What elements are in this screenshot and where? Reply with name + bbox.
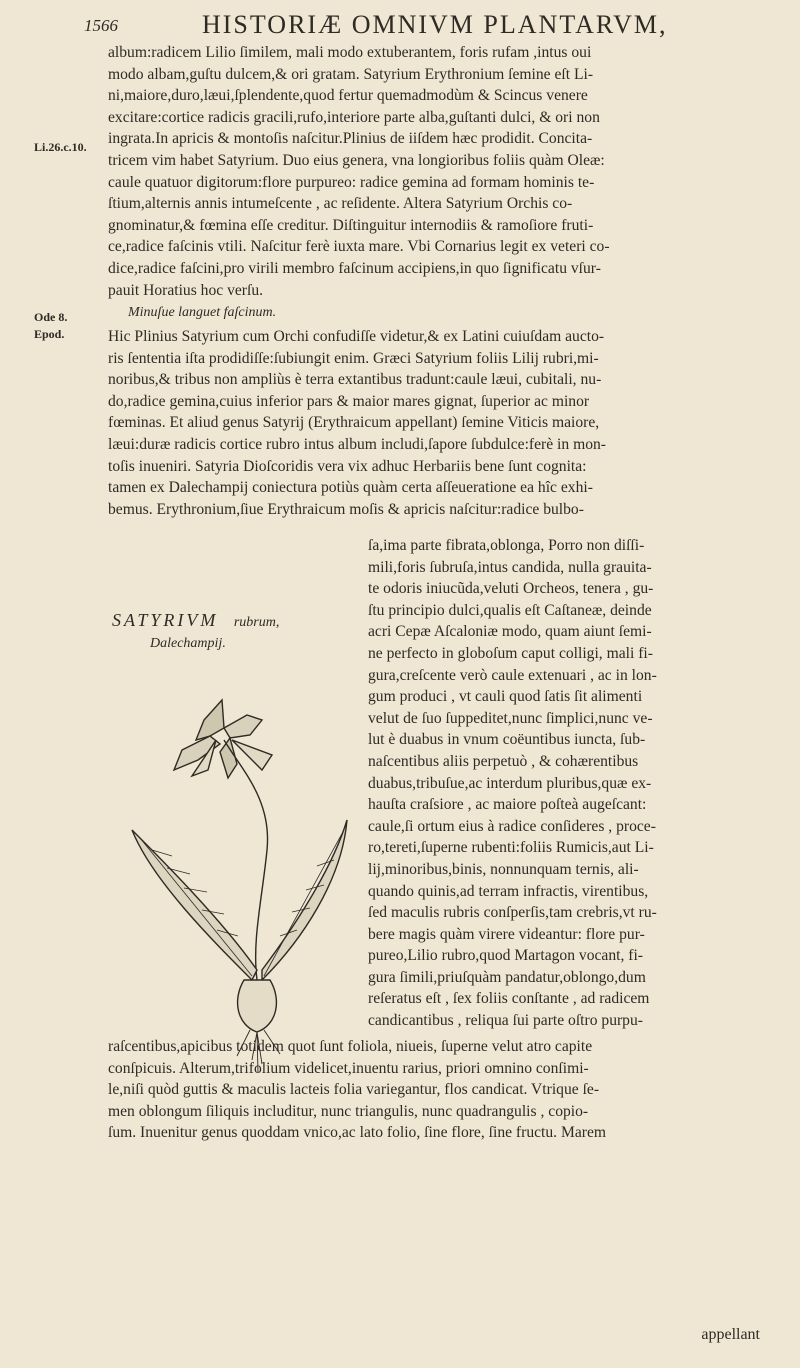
text-line: bere magis quàm virere videantur: flore pur-: [368, 925, 645, 943]
text-line: ſtu principio dulci,qualis eſt Caſtaneæ, deinde: [368, 601, 652, 619]
text-line: ro,tereti,ſuperne rubenti:foliis Rumicis,aut Li-: [368, 839, 654, 857]
text-line: mili,foris ſubruſa,intus candida, nulla grauita-: [368, 558, 652, 576]
text-line: raſcentibus,apicibus totidem quot ſunt foliola, niueis, ſuperne velut atro capite: [108, 1038, 593, 1055]
caption-name: SATYRIVM: [112, 610, 219, 630]
running-title: HISTORIÆ OMNIVM PLANTARVM,: [202, 10, 668, 39]
text-line: caule,ſi ortum eius à radice conſideres , proce-: [368, 817, 656, 835]
text-line: pauit Horatius hoc verſu.: [108, 281, 264, 299]
text-line: modo albam,guſtu dulcem,& ori gratam. Satyrium Erythronium ſemine eſt Li-: [108, 65, 594, 83]
text-line: acri Cepæ Aſcaloniæ modo, quam aiunt ſemi-: [368, 623, 652, 641]
figure-caption-name: [112, 610, 279, 631]
text-line: te odoris iniucũda,veluti Orcheos, tenera , gu-: [368, 580, 654, 598]
text-line: tamen ex Dalechampij coniectura potiùs quàm certa aſſeueratione ea hîc exhi-: [108, 479, 593, 497]
figure-caption-author: Dalechampij.: [150, 636, 226, 651]
text-line: duabus,tribuſue,ac interdum pluribus,quæ ex-: [368, 774, 652, 792]
text-line: noribus,& tribus non ampliùs è terra extantibus tradunt:caule læui, cubitali, nu-: [108, 371, 602, 389]
text-line: dice,radice faſcini,pro virili membro faſcinum accipiens,in quo ſignificatu vſur-: [108, 259, 601, 277]
text-block-1: [108, 42, 768, 301]
text-line: læui:duræ radicis cortice rubro intus album includi,ſapore ſubdulce:ferè in mon-: [108, 435, 607, 453]
text-line: excitare:cortice radicis gracili,rufo,interiore parte alba,guſtanti dulci, & ori non: [108, 108, 600, 126]
text-line: pureo,Lilio rubro,quod Martagon vocant, fi-: [368, 947, 643, 965]
text-line: velut de ſuo ſuppeditet,nunc ſimplici,nunc ve-: [368, 709, 653, 727]
page-header: [84, 10, 784, 40]
satyrium-woodcut-illustration: [112, 680, 362, 1080]
margin-note-epod: Epod.: [34, 327, 65, 341]
text-line: caule quatuor digitorum:flore purpureo: radice gemina ad formam hominis te-: [108, 173, 595, 191]
text-block-3: [368, 535, 768, 1032]
text-line: ris ſententia iſta prodidiſſe:ſubiungit enim. Græci Satyrium foliis Lilij rubri,mi-: [108, 349, 599, 367]
caption-qualifier: rubrum,: [233, 615, 280, 630]
margin-note-reference: Li.26.c.10.: [34, 140, 87, 154]
text-line: fœminas. Et aliud genus Satyrij (Erythraicum appellant) ſemine Viticis maiore,: [108, 414, 600, 432]
text-line: ſed maculis rubris conſperſis,tam crebris,vt ru-: [368, 904, 657, 922]
horace-verse: Minuſue languet faſcinum.: [128, 305, 277, 320]
text-line: gura,creſcente verò caule extenuari , ac in lon-: [368, 666, 657, 684]
margin-note-ode: Ode 8.: [34, 310, 68, 324]
text-line: tricem vim habet Satyrium. Duo eius genera, vna longioribus foliis quàm Oleæ:: [108, 151, 605, 169]
text-line: candicantibus , reliqua ſui parte oſtro purpu-: [368, 1012, 643, 1030]
text-line: conſpicuis. Alterum,trifolium videlicet,inuentu rarius, priori omnino conſimi-: [108, 1059, 589, 1077]
text-line: toſis inueniri. Satyria Dioſcoridis vera vix adhuc Herbariis bene ſunt cognita:: [108, 457, 587, 475]
text-line: naſcentibus aliis perpetuò , & cohærentibus: [368, 752, 639, 770]
catchword: appellant: [701, 1326, 760, 1343]
text-line: ce,radice faſcinis vtili. Naſcitur ferè iuxta mare. Vbi Cornarius legit ex veteri co-: [108, 238, 610, 256]
text-line: album:radicem Lilio ſimilem, mali modo extuberantem, foris rufam ,intus oui: [108, 44, 592, 61]
text-line: hauſta craſsiore , ac maiore poſteà augeſcant:: [368, 796, 647, 814]
text-line: bemus. Erythronium,ſiue Erythraicum moſis & apricis naſcitur:radice bulbo-: [108, 500, 584, 518]
page-number: 1566: [84, 16, 118, 35]
text-line: Hic Plinius Satyrium cum Orchi confudiſſe videtur,& ex Latini cuiuſdam aucto-: [108, 328, 605, 345]
text-line: gura ſimili,priuſquàm pandatur,oblongo,dum: [368, 968, 646, 986]
text-line: ni,maiore,duro,læui,ſplendente,quod fertur quemadmodùm & Scincus venere: [108, 87, 588, 105]
text-line: ſum. Inuenitur genus quoddam vnico,ac lato folio, ſine flore, ſine fructu. Marem: [108, 1124, 606, 1142]
text-line: gnominatur,& fœmina eſſe creditur. Diſtinguitur internodiis & ramoſiore fruti-: [108, 216, 594, 234]
text-line: lij,minoribus,binis, nonnunquam ternis, ali-: [368, 860, 639, 878]
text-block-2: [108, 326, 768, 520]
text-line: reſeratus eſt , ſex foliis conſtante , ad radicem: [368, 990, 650, 1008]
text-line: men oblongum ſiliquis includitur, nunc triangulis, nunc quadrangulis , copio-: [108, 1102, 589, 1120]
text-line: ſa,ima parte fibrata,oblonga, Porro non diſſi-: [368, 537, 645, 554]
text-line: ne perfecto in globoſum caput colligi, mali fi-: [368, 644, 653, 662]
text-line: lut è duabus in vnum coëuntibus iuncta, ſub-: [368, 731, 646, 749]
text-line: do,radice gemina,cuius inferior pars & maior mares gignat, ſuperior ac minor: [108, 392, 590, 410]
text-line: le,niſi quòd guttis & maculis lacteis folia variegantur, flos candicat. Vtrique ſe-: [108, 1081, 600, 1099]
text-block-4: [108, 1036, 768, 1144]
text-line: quando quinis,ad terram infractis, virentibus,: [368, 882, 649, 900]
text-line: ſtium,alternis annis intumeſcente , ac reſidente. Altera Satyrium Orchis co-: [108, 195, 573, 213]
text-line: ingrata.In apricis & montoſis naſcitur.Plinius de iiſdem hæc prodidit. Concita-: [108, 130, 593, 148]
text-line: gum produci , vt cauli quod ſatis ſit alimenti: [368, 688, 643, 706]
